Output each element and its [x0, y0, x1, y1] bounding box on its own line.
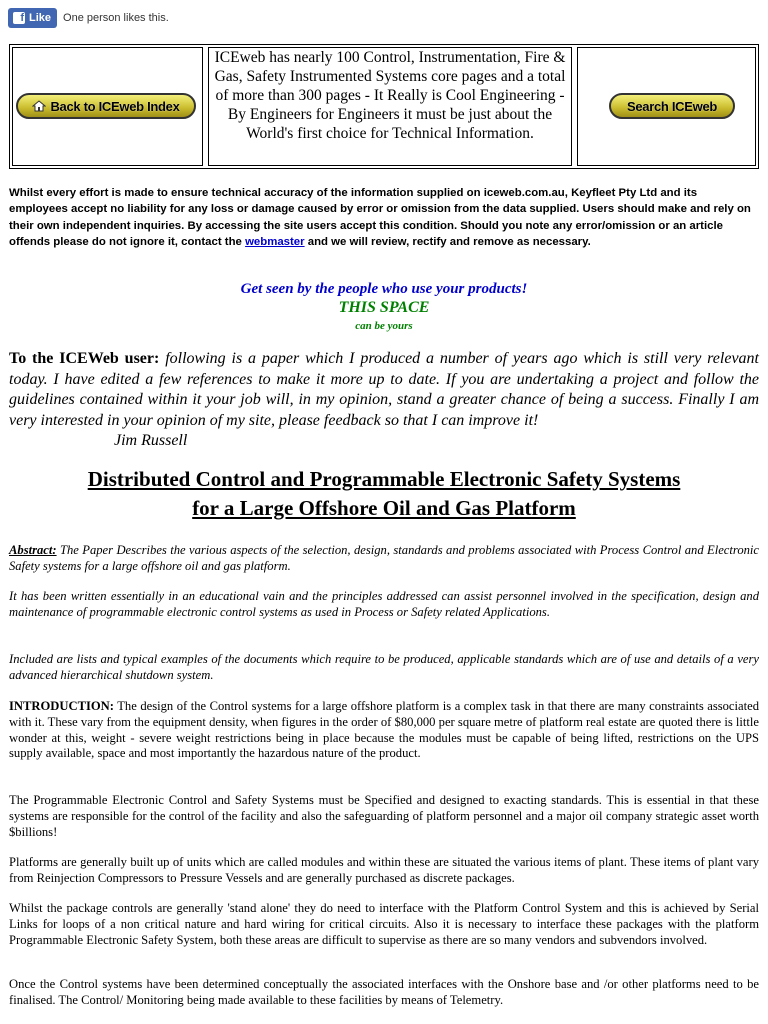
advert-can-be-yours[interactable]: can be yours — [355, 320, 413, 332]
article-title-line2: for a Large Offshore Oil and Gas Platform — [192, 496, 576, 520]
abstract-text: The Paper Describes the various aspects of the selection, design, standards and problems associated with Process Control and Electronic Safety systems for a large offshore oil and gas platform. — [9, 543, 759, 573]
like-count-text: One person likes this. — [63, 12, 169, 24]
article-title — [0, 465, 768, 523]
home-icon — [32, 100, 46, 112]
advert-this-space[interactable]: THIS SPACE — [338, 299, 430, 316]
intro-body: following is a paper which I produced a number of years ago which is still very relevant today. I have edited a few references to make it more up to date. If you are undertaking a project and follow the guidelines contained within it your job will, in my opinion, stand a greater chance of being a success. Finally I am very interested in your opinion of my site, please feedback so that I can improve it! — [9, 350, 760, 429]
advert-headline[interactable]: Get seen by the people who use your products! — [240, 281, 528, 297]
paragraph-package-controls: Whilst the package controls are generally 'stand alone' they do need to interface with the Platform Control System and this is achieved by Serial Links for loops of a non critical nature and hard wiring for critical circuits. Also it is necessary to interface these packages with the platform Programmable Electronic Safety System, both these areas are difficult to supervise as there are so many vendors and subvendors involved. — [9, 901, 759, 947]
like-label: Like — [29, 12, 52, 24]
banner-left-cell — [12, 47, 203, 166]
back-to-index-button[interactable] — [16, 93, 196, 119]
signature: Jim Russell — [114, 432, 188, 449]
search-iceweb-button[interactable]: Search ICEweb — [609, 93, 735, 119]
disclaimer-text-after: and we will review, rectify and remove as necessary. — [304, 235, 591, 248]
article-title-line1: Distributed Control and Programmable Electronic Safety Systems — [87, 467, 681, 491]
intro-lead: To the ICEWeb user: — [9, 350, 160, 367]
disclaimer-text-before: Whilst every effort is made to ensure technical accuracy of the information supplied on iceweb.com.au, Keyfleet Pty Ltd and its employees accept no liability for any loss or damage caused by error or omission from the data supplied. Users should make and rely on their own independent inquiries. By accessing the site users accept this condition. Should you note any error/omission or an article offends please do not ignore it, contact the — [9, 187, 751, 248]
disclaimer — [9, 185, 759, 250]
intro-note — [9, 349, 759, 452]
webmaster-link[interactable]: webmaster — [245, 235, 305, 248]
banner-right-cell — [577, 47, 756, 166]
paragraph-educational: It has been written essentially in an educational vain and the principles addressed can assist personnel involved in the specification, design and maintenance of programmable electronic control systems as used in Process or Safety related Applications. — [9, 589, 759, 619]
paragraph-specified: The Programmable Electronic Control and Safety Systems must be Specified and designed to exacting standards. This is essential in that these systems are responsible for the control of the facility and also the safeguarding of platform personnel and a major oil company strategic asset worth $billions! — [9, 793, 759, 839]
facebook-like-bar — [8, 8, 169, 28]
paragraph-included: Included are lists and typical examples of the documents which require to be produced, applicable standards which are of use and details of a very advanced hierarchical shutdown system. — [9, 652, 759, 682]
facebook-icon: f — [13, 12, 25, 24]
abstract-label: Abstract: — [9, 543, 57, 557]
introduction-text: The design of the Control systems for a large offshore platform is a complex task in that there are many constraints associated with it. These vary from the equipment density, when figures in the order of $80,000 per square metre of platform real estate are quoted there is little wonder at this, weight - severe weight restrictions being in place because the modules must be capable of being lifted, restrictions on the UPS supply available, space and most importantly the hazardous nature of the product. — [9, 699, 759, 761]
back-to-index-label: Back to ICEweb Index — [50, 98, 180, 114]
introduction-paragraph — [9, 699, 759, 762]
banner-description: ICEweb has nearly 100 Control, Instrumentation, Fire & Gas, Safety Instrumented Systems core pages and a total of more than 300 pages - It Really is Cool Engineering - By Engineers for Engineers it must be just about the World's first choice for Technical Information. — [208, 47, 572, 166]
paragraph-modules: Platforms are generally built up of units which are called modules and within these are situated the various items of plant. These items of plant vary from Reinjection Compressors to Pressure Vessels and are generally purchased as discrete packages. — [9, 855, 759, 885]
paragraph-telemetry: Once the Control systems have been determined conceptually the associated interfaces with the Onshore base and /or other platforms need to be finalised. The Control/ Monitoring being made available to these facilities by means of Telemetry. — [9, 977, 759, 1007]
introduction-label: INTRODUCTION: — [9, 699, 114, 713]
abstract-paragraph — [9, 543, 759, 575]
header-banner — [9, 44, 759, 169]
facebook-like-button[interactable] — [8, 8, 57, 28]
